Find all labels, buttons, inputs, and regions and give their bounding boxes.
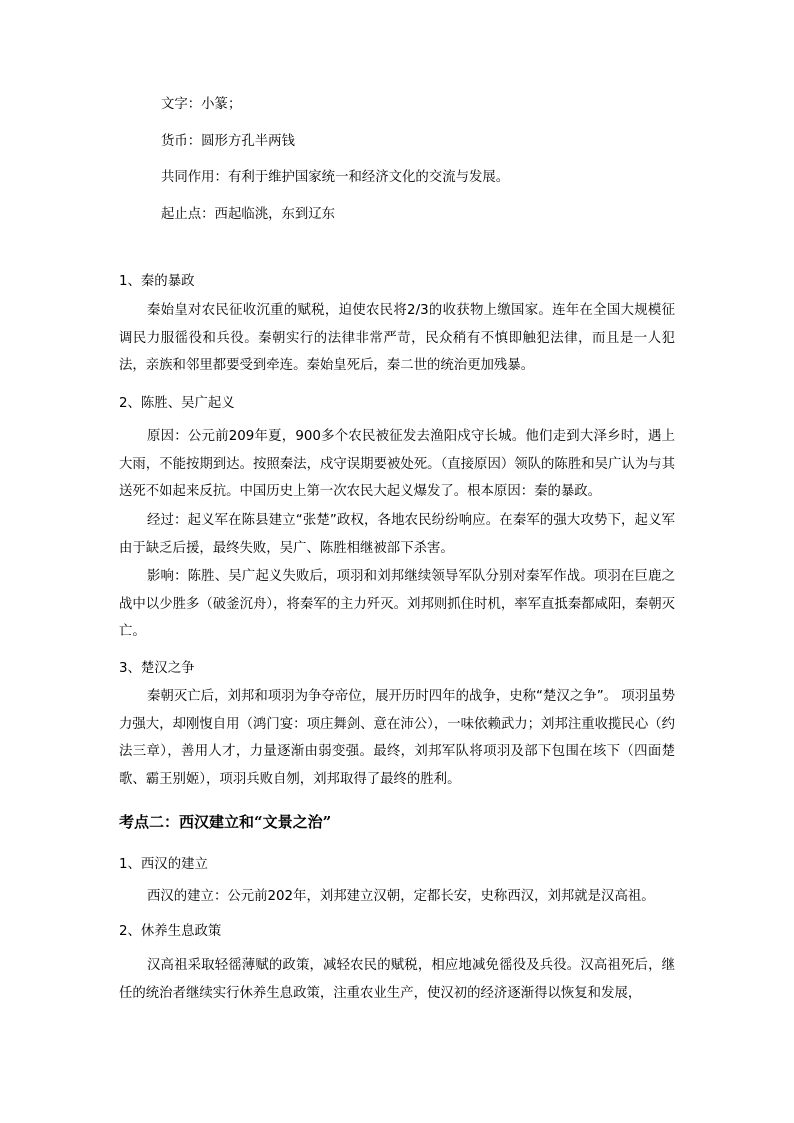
heading-uprising: 2、陈胜、吴广起义 xyxy=(119,396,235,411)
paragraph-uprising-process: 经过：起义军在陈县建立“张楚”政权，各地农民纷纷响应。在秦军的强大攻势下，起义军由于缺乏后援，最终失败，吴广、陈胜相继被部下杀害。 xyxy=(119,513,675,556)
paragraph-qin-tyranny: 秦始皇对农民征收沉重的赋税，迫使农民将2/3的收获物上缴国家。连年在全国大规模征调民力服徭役和兵役。秦朝实行的法律非常严苛，民众稍有不慎即触犯法律，而且是一人犯法，亲族和邻里都要受到牵连。秦始皇死后，秦二世的统治更加残暴。 xyxy=(119,303,675,374)
writing-line: 文字：小篆； xyxy=(161,97,242,112)
paragraph-uprising-cause: 原因：公元前209年夏，900多个农民被征发去渔阳戍守长城。他们走到大泽乡时，遇上大雨，不能按期到达。按照秦法，戍守误期要被处死。（直接原因）领队的陈胜和吴广认为与其送死不如起来反抗。中国历史上第一次农民大起义爆发了。根本原因：秦的暴政。 xyxy=(119,429,675,500)
heading-western-han-founding: 1、西汉的建立 xyxy=(119,857,208,872)
heading-qin-tyranny: 1、秦的暴政 xyxy=(119,274,195,289)
paragraph-uprising-impact: 影响：陈胜、吴广起义失败后，项羽和刘邦继续领导军队分别对秦军作战。项羽在巨鹿之战中以少胜多（破釜沉舟），将秦军的主力歼灭。刘邦则抓住时机，率军直抵秦都咸阳，秦朝灭亡。 xyxy=(119,569,675,640)
heading-rest-policy: 2、休养生息政策 xyxy=(119,924,222,939)
common-effect-line: 共同作用：有利于维护国家统一和经济文化的交流与发展。 xyxy=(161,170,510,185)
section-title-point-two: 考点二：西汉建立和“文景之治” xyxy=(119,813,332,831)
paragraph-rest-policy: 汉高祖采取轻徭薄赋的政策，减轻农民的赋税，相应地减免徭役及兵役。汉高祖死后，继任的统治者继续实行休养生息政策，注重农业生产，使汉初的经济逐渐得以恢复和发展， xyxy=(119,958,675,1001)
currency-line: 货币：圆形方孔半两钱 xyxy=(161,134,295,149)
heading-chu-han: 3、楚汉之争 xyxy=(119,661,195,676)
paragraph-western-han-founding: 西汉的建立：公元前202年，刘邦建立汉朝，定都长安，史称西汉，刘邦就是汉高祖。 xyxy=(147,889,655,904)
start-end-line: 起止点：西起临洮，东到辽东 xyxy=(161,207,336,222)
paragraph-chu-han: 秦朝灭亡后，刘邦和项羽为争夺帝位，展开历时四年的战争，史称“楚汉之争”。 项羽虽势力强大，却刚愎自用（鸿门宴：项庄舞剑、意在沛公），一味依赖武力；刘邦注重收揽民心（约法三章），善用人才，力量逐渐由弱变强。最终，刘邦军队将项羽及部下包围在垓下（四面楚歌、霸王别姬），项羽兵败自刎，刘邦取得了最终的胜利。 xyxy=(119,689,675,787)
